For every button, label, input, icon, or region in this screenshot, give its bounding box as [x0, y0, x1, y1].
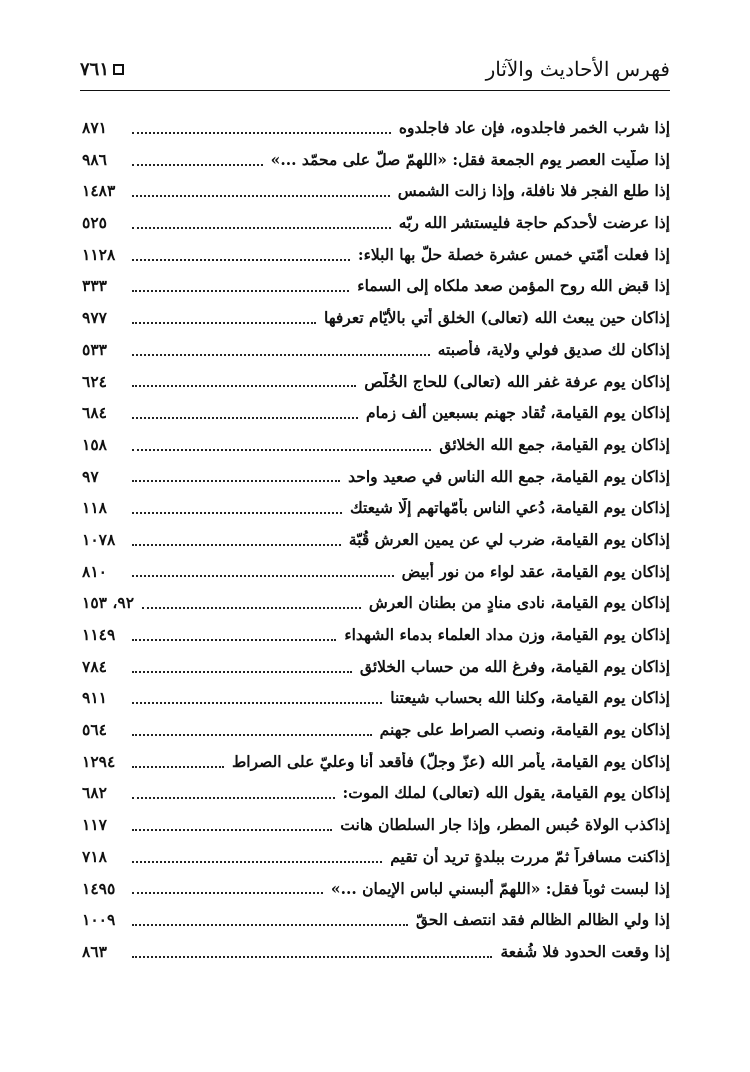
- leader-dots: [132, 415, 358, 419]
- entry-page: ٦٢٤: [82, 371, 107, 391]
- index-entry: [82, 118, 670, 150]
- entry-text: إذاكان يوم القيامة، يأمر الله (عزّ وجلّ) فأقعد أنا وعليّ على الصراط: [231, 751, 670, 771]
- leader-dots: [132, 890, 323, 894]
- entry-page: ٨٦٣: [82, 941, 107, 961]
- leader-dots: [132, 447, 431, 451]
- leader-dots: [132, 859, 382, 863]
- index-entry: [82, 435, 670, 467]
- entry-text: إذا ولي الظالم الظالم فقد انتصف الحقّ: [415, 910, 670, 930]
- leader-dots: [132, 225, 391, 229]
- index-entry: [82, 625, 670, 657]
- leader-dots: [132, 700, 382, 704]
- leader-dots: [132, 922, 408, 926]
- entry-text: إذاكان يوم القيامة، وفرغ الله من حساب الخلائق: [359, 656, 670, 676]
- entry-text: إذاكان يوم القيامة، ونصب الصراط على جهنم: [379, 720, 670, 740]
- entry-text: إذا طلع الفجر فلا نافلة، وإذا زالت الشمس: [397, 181, 670, 201]
- entry-text: إذاكان حين يبعث الله (تعالى) الخلق أُتي بالأيّام تعرفها: [324, 308, 670, 328]
- index-entry: [82, 276, 670, 308]
- square-icon: [113, 64, 124, 75]
- leader-dots: [132, 954, 492, 958]
- leader-dots: [142, 605, 361, 609]
- leader-dots: [132, 795, 335, 799]
- entry-text: إذاكان لك صديق فولي ولاية، فأصبته: [437, 339, 670, 359]
- page-number: ٧٦١: [80, 58, 110, 80]
- leader-dots: [132, 130, 391, 134]
- entry-page: ١٥٨: [82, 434, 107, 454]
- entry-page: ٦٨٢: [82, 783, 107, 803]
- entry-page: ٧١٨: [82, 846, 107, 866]
- index-entry: [82, 498, 670, 530]
- index-entry: [82, 815, 670, 847]
- entry-page: ١٢٩٤: [82, 751, 116, 771]
- leader-dots: [132, 573, 394, 577]
- leader-dots: [132, 637, 336, 641]
- entry-page: ١٠٧٨: [82, 529, 116, 549]
- index-entry: [82, 150, 670, 182]
- entry-page: ٦٨٤: [82, 403, 107, 423]
- entry-text: إذا فعلت أُمّتي خمس عشرة خصلة حلّ بها البلاء:: [357, 244, 670, 264]
- index-entry: [82, 213, 670, 245]
- leader-dots: [132, 510, 342, 514]
- index-entry: [82, 530, 670, 562]
- running-title: فهرس الأحاديث والآثار: [485, 57, 670, 81]
- entry-page: ٨٧١: [82, 118, 107, 137]
- index-entry: [82, 245, 670, 277]
- index-entry: [82, 562, 670, 594]
- entry-text: إذاكان يوم القيامة، نادى منادٍ من بطنان العرش: [368, 593, 670, 613]
- entry-page: ٩٧: [82, 466, 99, 486]
- index-entry: [82, 910, 670, 942]
- entry-page: ١٤٩٥: [82, 878, 116, 898]
- index-entry: [82, 847, 670, 879]
- leader-dots: [132, 732, 372, 736]
- index-entry: [82, 942, 670, 974]
- entry-text: إذا قبض الله روح المؤمن صعد ملكاه إلى السماء: [357, 276, 670, 296]
- index-entry: [82, 783, 670, 815]
- entry-text: إذاكنت مسافراً ثمّ مررت ببلدةٍ تريد أن تقيم: [390, 846, 670, 866]
- page-number-block: [80, 59, 124, 80]
- index-entry: [82, 467, 670, 499]
- entry-page: ٣٣٣: [82, 276, 107, 296]
- header-divider: [80, 90, 670, 91]
- entry-text: إذا شرب الخمر فاجلدوه، فإن عاد فاجلدوه: [398, 118, 670, 137]
- index-entry: [82, 403, 670, 435]
- index-entry: [82, 752, 670, 784]
- entry-text: إذا عرضت لأحدكم حاجة فليستشر الله ربّه: [398, 213, 670, 233]
- entry-text: إذاكان يوم القيامة، جمع الله الناس في صعيد واحد: [348, 466, 670, 486]
- entry-text: إذاكذب الولاة حُبس المطر، وإذا جار السلطان هانت: [340, 815, 670, 835]
- entry-text: إذاكان يوم القيامة، جمع الله الخلائق: [439, 434, 670, 454]
- entry-page: ٨١٠: [82, 561, 107, 581]
- entry-page: ١١٨: [82, 498, 107, 518]
- page-header: [80, 52, 670, 86]
- entry-text: إذا صلّيت العصر يوم الجمعة فقل: «اللهمّ صلّ على محمّد ...»: [270, 149, 670, 169]
- index-entries: [82, 118, 670, 974]
- index-entry: [82, 657, 670, 689]
- index-entry: [82, 593, 670, 625]
- leader-dots: [132, 478, 340, 482]
- entry-text: إذاكان يوم القيامة، وكلنا الله بحساب شيعتنا: [390, 688, 670, 708]
- index-entry: [82, 181, 670, 213]
- entry-text: إذا وقعت الحدود فلا شُفعة: [500, 941, 670, 961]
- entry-page: ١٤٨٣: [82, 181, 116, 201]
- entry-text: إذاكان يوم القيامة، تُقاد جهنم بسبعين ألف زمام: [365, 403, 670, 423]
- index-entry: [82, 372, 670, 404]
- index-entry: [82, 879, 670, 911]
- entry-page: ١١٤٩: [82, 625, 116, 644]
- index-entry: [82, 340, 670, 372]
- leader-dots: [132, 162, 263, 166]
- index-entry: [82, 308, 670, 340]
- leader-dots: [132, 257, 350, 261]
- leader-dots: [132, 383, 356, 387]
- leader-dots: [132, 669, 352, 673]
- entry-page: ٩٨٦: [82, 149, 107, 169]
- index-entry: [82, 720, 670, 752]
- entry-text: إذا لبست ثوباً فقل: «اللهمّ ألبسني لباس الإيمان ...»: [330, 878, 670, 898]
- entry-text: إذاكان يوم القيامة، عقد لواء من نور أبيض: [401, 561, 670, 581]
- leader-dots: [132, 352, 430, 356]
- entry-text: إذاكان يوم القيامة، ضرب لي عن يمين العرش قُبّة: [348, 529, 670, 549]
- entry-page: ٥٣٣: [82, 339, 107, 359]
- leader-dots: [132, 193, 390, 197]
- entry-page: ٧٨٤: [82, 656, 107, 676]
- entry-text: إذاكان يوم القيامة، يقول الله (تعالى) لملك الموت:: [342, 783, 670, 803]
- index-entry: [82, 688, 670, 720]
- entry-page: ١٠٠٩: [82, 910, 116, 930]
- entry-page: ٩١١: [82, 688, 107, 708]
- entry-text: إذاكان يوم القيامة، وزن مداد العلماء بدماء الشهداء: [344, 625, 670, 644]
- entry-page: ٩٧٧: [82, 308, 107, 328]
- entry-page: ١١٢٨: [82, 244, 116, 264]
- leader-dots: [132, 542, 341, 546]
- entry-page: ٥٦٤: [82, 720, 107, 740]
- leader-dots: [132, 288, 349, 292]
- entry-page: ٥٢٥: [82, 213, 107, 233]
- entry-text: إذاكان يوم عرفة غفر الله (تعالى) للحاج الخُلّص: [364, 371, 670, 391]
- leader-dots: [132, 827, 332, 831]
- entry-page: ٩٢، ١٥٣: [82, 593, 135, 613]
- leader-dots: [132, 764, 224, 768]
- entry-text: إذاكان يوم القيامة، دُعي الناس بأُمّهاتهم إلّا شيعتك: [349, 498, 670, 518]
- leader-dots: [132, 320, 316, 324]
- entry-page: ١١٧: [82, 815, 107, 835]
